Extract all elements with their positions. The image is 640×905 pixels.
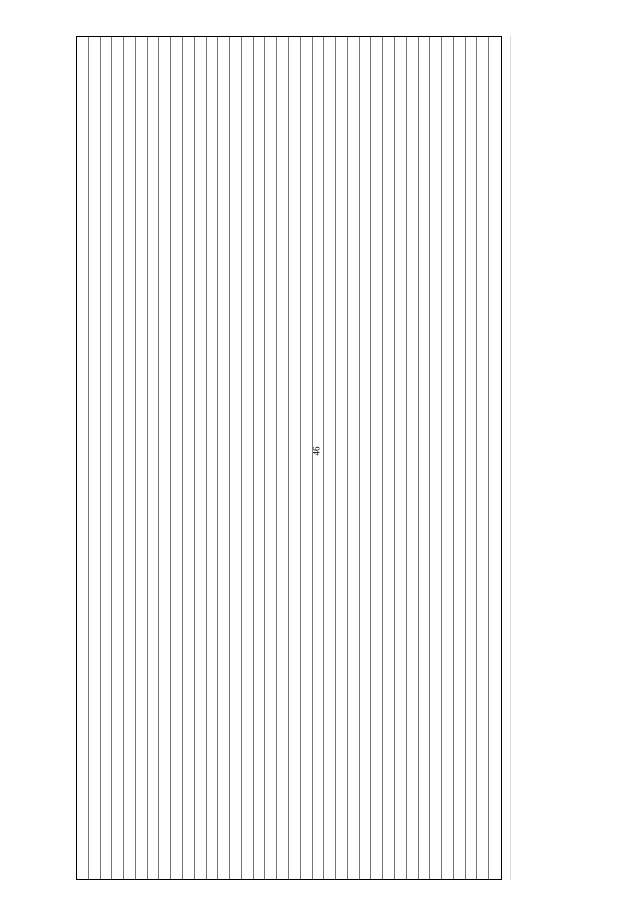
table-column: [301, 37, 313, 879]
table-column: [218, 37, 230, 879]
page-number: 46: [311, 446, 322, 456]
table-column: [101, 37, 113, 879]
table-column: [466, 37, 478, 879]
table-column: [324, 37, 336, 879]
table-column: [454, 37, 466, 879]
footnote-area: [510, 36, 559, 880]
table-column: [277, 37, 289, 879]
table-column: [195, 37, 207, 879]
table-column: [348, 37, 360, 879]
table-column: [254, 37, 266, 879]
table-column: [242, 37, 254, 879]
table-column: [230, 37, 242, 879]
table-column: [442, 37, 454, 879]
table-column: [89, 37, 101, 879]
table-column: [171, 37, 183, 879]
table-column: [112, 37, 124, 879]
table-column: [136, 37, 148, 879]
table-column: [148, 37, 160, 879]
table-column: [395, 37, 407, 879]
table-column: [407, 37, 419, 879]
table-column: [419, 37, 431, 879]
table-column: [207, 37, 219, 879]
table-column: [477, 37, 489, 879]
table-column: [371, 37, 383, 879]
rotated-data-table: [76, 36, 502, 880]
table-column: [430, 37, 442, 879]
table-column: [489, 37, 501, 879]
table-column: [124, 37, 136, 879]
table-column: [313, 37, 325, 879]
table-column: [265, 37, 277, 879]
table-column: [159, 37, 171, 879]
table-column: [183, 37, 195, 879]
table-column: [289, 37, 301, 879]
table-column: [336, 37, 348, 879]
table-column: [77, 37, 89, 879]
table-column: [360, 37, 372, 879]
table-column: [383, 37, 395, 879]
